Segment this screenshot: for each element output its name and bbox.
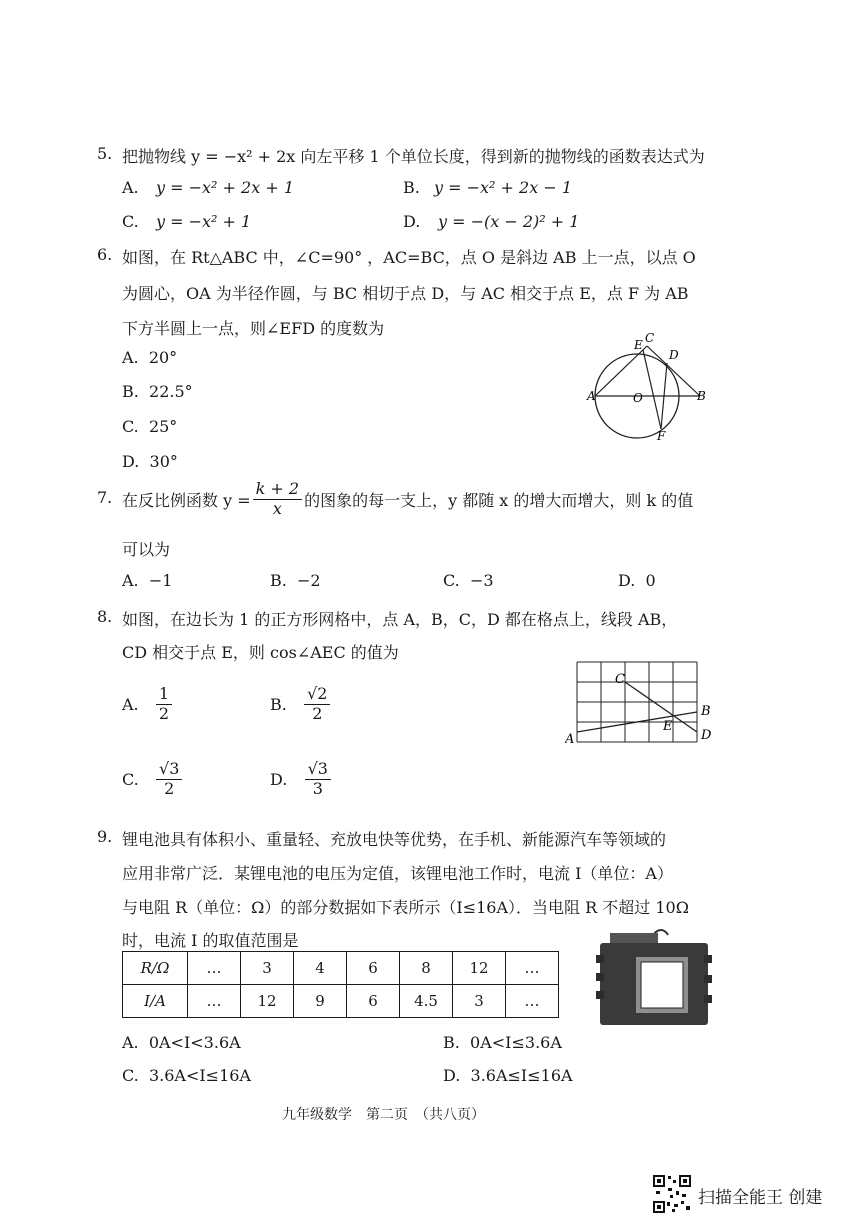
q9-data-table (122, 951, 559, 1018)
q7-option-d: D. 0 (618, 571, 656, 590)
qr-code-icon (652, 1174, 692, 1214)
q7-fraction (253, 480, 302, 518)
q9-stem-line3: 与电阻 R（单位：Ω）的部分数据如下表所示（I≤16A）．当电阻 R 不超过 10Ω (122, 898, 689, 917)
table-cell: 9 (294, 985, 347, 1018)
q8-stem-line1: 如图，在边长为 1 的正方形网格中，点 A，B，C，D 都在格点上，线段 AB， (122, 610, 678, 629)
q8-grid-figure (565, 655, 720, 755)
q9-number: 9. (97, 827, 113, 846)
q5-option-b-text: y = −x² + 2x − 1 (434, 178, 572, 197)
table-cell: 6 (347, 985, 400, 1018)
q6-option-d: D. 30° (122, 452, 178, 471)
q8-option-a: A. $\frac{1}{2}$ (122, 680, 174, 728)
q6-option-c: C. 25° (122, 417, 178, 436)
q9-option-c: C. 3.6A<I≤16A (122, 1066, 251, 1085)
table-header-cell: I/A (123, 985, 188, 1018)
watermark-text: 扫描全能王 创建 (698, 1188, 823, 1208)
q5-option-a-text: y = −x² + 2x + 1 (156, 178, 294, 197)
q7-fraction-numerator: k + 2 (253, 480, 302, 499)
q7-option-c: C. −3 (443, 571, 494, 590)
q6-stem-line3: 下方半圆上一点，则∠EFD 的度数为 (122, 319, 385, 338)
table-cell: 4.5 (400, 985, 453, 1018)
q6-label-d: D (669, 348, 679, 362)
table-cell: 6 (347, 952, 400, 985)
q6-option-b: B. 22.5° (122, 382, 193, 401)
q8-option-c: C. $\frac{√3}{2}$ (122, 755, 184, 803)
q8-number: 8. (97, 607, 113, 626)
q6-option-a: A. 20° (122, 348, 178, 367)
table-cell: 12 (241, 985, 294, 1018)
table-cell: 12 (453, 952, 506, 985)
q8-label-a: A (565, 732, 575, 747)
q9-stem-line1: 锂电池具有体积小、重量轻、充放电快等优势，在手机、新能源汽车等领域的 (122, 830, 667, 849)
q7-stem-before: 在反比例函数 y = (122, 490, 251, 510)
q6-stem-line1: 如图，在 Rt△ABC 中，∠C=90° ，AC=BC，点 O 是斜边 AB 上一点，以点 O (122, 248, 696, 267)
q5-option-c-label: C. (122, 212, 139, 231)
q6-number: 6. (97, 245, 113, 264)
q6-label-b: B (697, 389, 706, 403)
q6-label-o: O (633, 391, 643, 405)
q9-option-a: A. 0A<I<3.6A (122, 1033, 241, 1052)
q9-option-d: D. 3.6A≤I≤16A (443, 1066, 573, 1085)
q7-stem-after: 的图象的每一支上，y 都随 x 的增大而增大，则 k 的值 (304, 490, 694, 510)
lithium-battery-image (592, 925, 722, 1030)
table-cell: … (506, 952, 559, 985)
table-row (123, 985, 559, 1018)
q6-label-a: A (587, 389, 596, 403)
q7-stem-line2: 可以为 (122, 540, 171, 559)
q5-number: 5. (97, 144, 113, 163)
q8-label-d: D (701, 728, 712, 743)
q7-fraction-denominator: x (272, 498, 282, 518)
q6-stem-line2: 为圆心，OA 为半径作圆，与 BC 相切于点 D，与 AC 相交于点 E，点 F 为 AB (122, 284, 689, 303)
q7-option-b: B. −2 (270, 571, 321, 590)
table-cell: 8 (400, 952, 453, 985)
table-cell: … (188, 985, 241, 1018)
q6-label-e: E (634, 338, 643, 352)
table-cell: 3 (241, 952, 294, 985)
q6-label-c: C (645, 331, 655, 345)
q6-label-f: F (657, 429, 666, 443)
q5-option-a-label: A. (122, 178, 139, 197)
q8-label-e: E (663, 719, 673, 734)
q5-option-d-label: D. (403, 212, 421, 231)
q8-option-b: B. $\frac{√2}{2}$ (270, 680, 332, 728)
table-cell: 3 (453, 985, 506, 1018)
q8-label-c: C (615, 672, 625, 687)
q8-label-b: B (701, 704, 711, 719)
q8-option-d: D. $\frac{√3}{3}$ (270, 755, 333, 803)
q9-stem-line4: 时，电流 I 的取值范围是 (122, 931, 299, 950)
table-cell: … (506, 985, 559, 1018)
table-header-cell: R/Ω (123, 952, 188, 985)
q7-number: 7. (97, 488, 113, 507)
q5-option-d-text: y = −(x − 2)² + 1 (438, 212, 580, 231)
table-cell: 4 (294, 952, 347, 985)
q7-option-a: A. −1 (122, 571, 173, 590)
q9-stem-line2: 应用非常广泛．某锂电池的电压为定值，该锂电池工作时，电流 I（单位：A） (122, 864, 673, 883)
q7-stem (122, 475, 693, 523)
table-cell: … (188, 952, 241, 985)
q6-circle-figure (585, 325, 715, 445)
q5-option-b-label: B. (403, 178, 420, 197)
q5-option-c-text: y = −x² + 1 (156, 212, 252, 231)
page-footer: 九年级数学 第二页 （共八页） (282, 1107, 485, 1123)
table-row (123, 952, 559, 985)
q9-option-b: B. 0A<I≤3.6A (443, 1033, 562, 1052)
q5-stem: 把抛物线 y = −x² + 2x 向左平移 1 个单位长度，得到新的抛物线的函数表达式为 (122, 147, 705, 166)
q8-stem-line2: CD 相交于点 E，则 cos∠AEC 的值为 (122, 643, 399, 662)
